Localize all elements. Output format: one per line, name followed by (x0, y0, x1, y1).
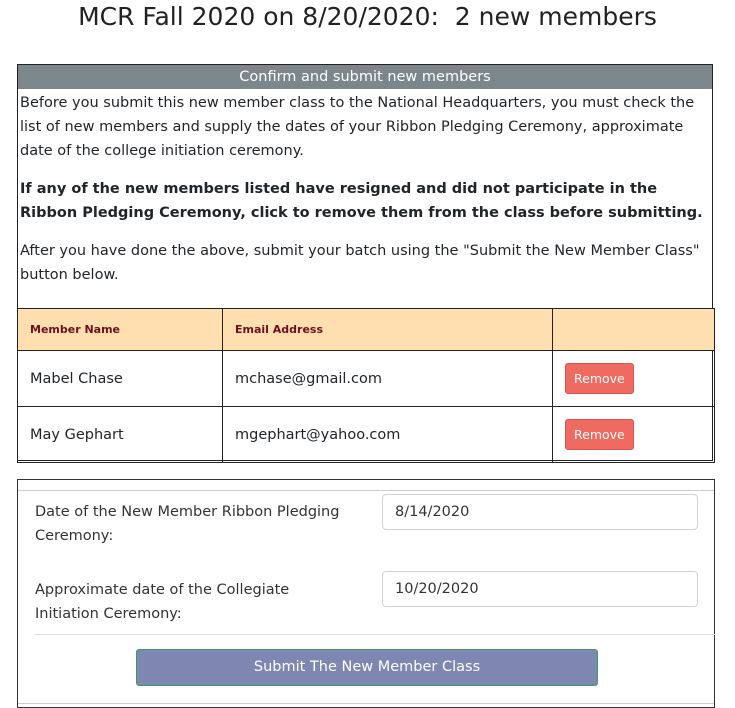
member-email: mgephart@yahoo.com (223, 407, 553, 463)
column-header-email: Email Address (223, 309, 553, 351)
remove-button[interactable]: Remove (565, 363, 634, 394)
members-table (17, 308, 715, 463)
member-name: May Gephart (18, 407, 223, 463)
confirm-panel (17, 64, 713, 461)
ribbon-date-label: Date of the New Member Ribbon Pledging Ceremony: (35, 504, 340, 544)
initiation-date-input[interactable] (382, 571, 698, 607)
instructions-paragraph: Before you submit this new member class to the National Headquarters, you must check the list of new members and supply the dates of your Ribbon Pledging Ceremony, approximate date of the college initiation ceremony. (20, 95, 695, 159)
column-header-action (553, 309, 715, 351)
ceremony-form (17, 479, 715, 708)
remove-button[interactable]: Remove (565, 419, 634, 450)
form-divider (35, 634, 715, 635)
table-row (18, 407, 715, 463)
action-cell (553, 351, 715, 407)
resigned-warning: If any of the new members listed have resigned and did not participate in the Ribbon Pledging Ceremony, click to remove them from the class before submitting. (20, 181, 703, 221)
member-email: mchase@gmail.com (223, 351, 553, 407)
panel-header: Confirm and submit new members (18, 65, 712, 89)
member-name: Mabel Chase (18, 351, 223, 407)
table-header-row (18, 309, 715, 351)
initiation-date-label: Approximate date of the Collegiate Initiation Ceremony: (35, 582, 290, 622)
column-header-member-name: Member Name (18, 309, 223, 351)
table-row (18, 351, 715, 407)
panel-body (18, 89, 712, 287)
form-bottom-divider (18, 703, 714, 704)
ribbon-date-input[interactable] (382, 494, 698, 530)
action-cell (553, 407, 715, 463)
submit-class-button[interactable]: Submit The New Member Class (136, 649, 598, 686)
submit-instructions: After you have done the above, submit your batch using the "Submit the New Member Class" button below. (20, 243, 700, 283)
form-top-divider (18, 490, 714, 491)
page-title: MCR Fall 2020 on 8/20/2020: 2 new members (78, 2, 657, 31)
